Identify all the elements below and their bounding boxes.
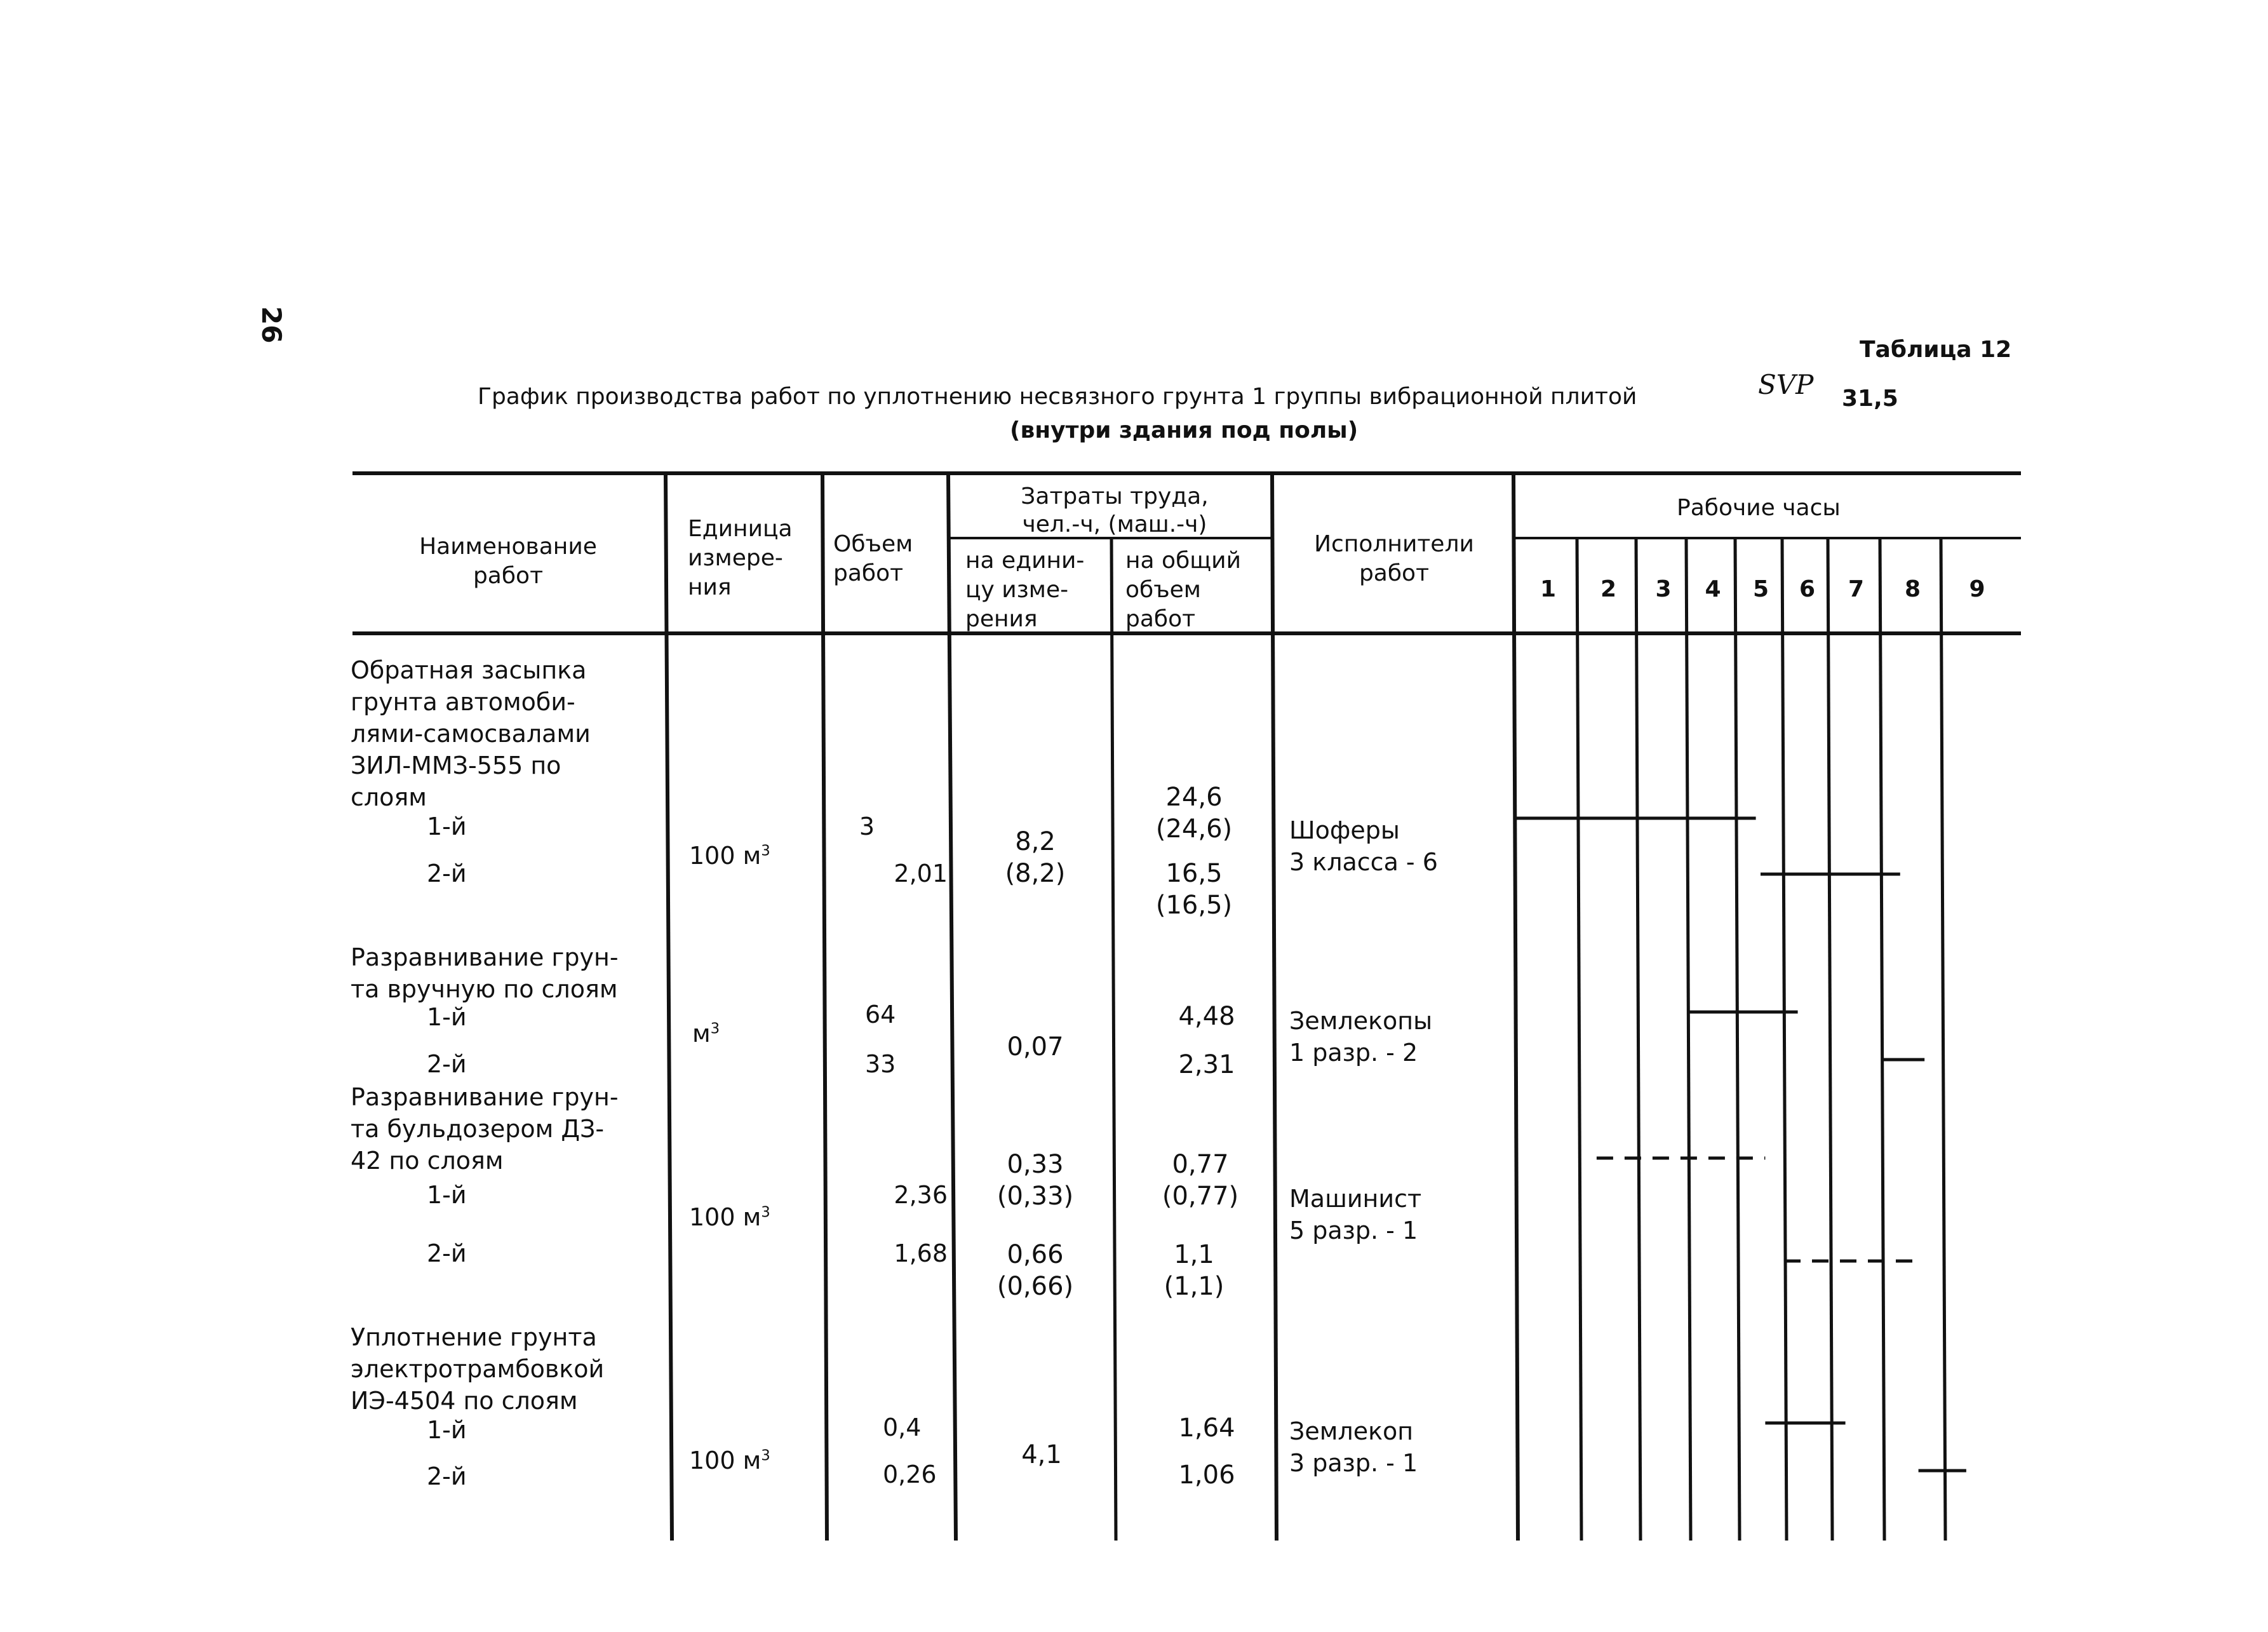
layer-label: 2-й — [427, 1462, 467, 1490]
layer-label: 2-й — [427, 1239, 467, 1267]
hour-label-2: 2 — [1600, 576, 1617, 602]
per-unit-cell: 0,07 — [1007, 1032, 1064, 1062]
unit-cell: 100 $м^3$ — [689, 1447, 770, 1474]
total-cell: 4,48 — [1178, 1002, 1235, 1031]
hour-label-4: 4 — [1705, 576, 1721, 602]
executor-cell: Шоферы 3 класса - 6 — [1289, 816, 1438, 876]
header-volume: Объем работ — [833, 531, 913, 586]
volume-cell: 0,26 — [883, 1460, 937, 1488]
per-unit-cell: 4,1 — [1021, 1440, 1062, 1469]
volume-cell: 33 — [865, 1050, 896, 1078]
hour-label-1: 1 — [1540, 576, 1557, 602]
volume-cell: 3 — [859, 813, 875, 840]
header-unit: Единица измере- ния — [688, 516, 793, 600]
table-label: Таблица 12 — [1860, 337, 2012, 363]
title-line-1: График производства работ по уплотнению несвязного грунта 1 группы вибрационной плитой — [478, 384, 1637, 410]
volume-cell: 64 — [865, 1001, 896, 1028]
unit-cell: $м^3$ — [692, 1020, 720, 1048]
executor-cell: Машинист 5 разр. - 1 — [1289, 1185, 1422, 1244]
hour-label-7: 7 — [1848, 576, 1865, 602]
per-unit-cell: 0,33 (0,33) — [996, 1150, 1074, 1211]
per-unit-cell: 0,66 (0,66) — [996, 1240, 1074, 1301]
section-name: Обратная засыпка грунта автомоби- лями-самосвалами ЗИЛ-ММЗ-555 по слоям — [351, 656, 591, 811]
section-name: Уплотнение грунта электротрамбовкой ИЭ-4504 по слоям — [351, 1323, 605, 1415]
header-executors: Исполнители работ — [1314, 531, 1474, 586]
total-cell: 1,1 (1,1) — [1164, 1240, 1225, 1301]
volume-cell: 0,4 — [883, 1413, 922, 1441]
total-cell: 16,5 (16,5) — [1155, 859, 1233, 920]
title-line-2: (внутри здания под полы) — [1010, 417, 1359, 443]
volume-cell: 2,01 — [894, 860, 948, 887]
header-labor-total: на общий объем работ — [1125, 548, 1241, 632]
header-labor-per-unit: на едини- цу изме- рения — [965, 548, 1085, 632]
total-cell: 1,06 — [1178, 1460, 1235, 1490]
hour-label-9: 9 — [1969, 576, 1985, 602]
header-hours-title: Рабочие часы — [1677, 495, 1841, 521]
volume-cell: 2,36 — [894, 1181, 948, 1209]
section-name: Разравнивание грун- та вручную по слоям — [351, 943, 619, 1003]
volume-cell: 1,68 — [894, 1239, 948, 1267]
total-cell: 24,6 (24,6) — [1155, 783, 1233, 844]
total-cell: 1,64 — [1178, 1413, 1235, 1443]
total-cell: 2,31 — [1178, 1050, 1235, 1079]
page-number: 26 — [256, 306, 287, 344]
hour-label-5: 5 — [1752, 576, 1769, 602]
handwritten-signature: SVP — [1758, 369, 1814, 400]
header-name: Наименование работ — [419, 534, 597, 589]
unit-cell: 100 $м^3$ — [689, 1203, 770, 1231]
layer-label: 1-й — [427, 1181, 467, 1209]
title-line-1-suffix: 31,5 — [1842, 386, 1898, 412]
layer-label: 2-й — [427, 1050, 467, 1078]
layer-label: 1-й — [427, 813, 467, 840]
executor-cell: Землекопы 1 разр. - 2 — [1289, 1007, 1433, 1067]
gantt-bars — [1515, 818, 1966, 1471]
layer-label: 1-й — [427, 1003, 467, 1031]
hour-label-3: 3 — [1655, 576, 1672, 602]
layer-label: 2-й — [427, 860, 467, 887]
hour-label-6: 6 — [1799, 576, 1816, 602]
layer-label: 1-й — [427, 1416, 467, 1444]
total-cell: 0,77 (0,77) — [1162, 1150, 1239, 1211]
hour-label-8: 8 — [1904, 576, 1921, 602]
per-unit-cell: 8,2 (8,2) — [1005, 827, 1066, 888]
executor-cell: Землекоп 3 разр. - 1 — [1289, 1417, 1418, 1477]
section-name: Разравнивание грун- та бульдозером ДЗ- 42 по слоям — [351, 1083, 619, 1175]
unit-cell: 100 $м^3$ — [689, 842, 770, 870]
header-labor-title: Затраты труда, чел.-ч, (маш.-ч) — [1021, 483, 1209, 537]
